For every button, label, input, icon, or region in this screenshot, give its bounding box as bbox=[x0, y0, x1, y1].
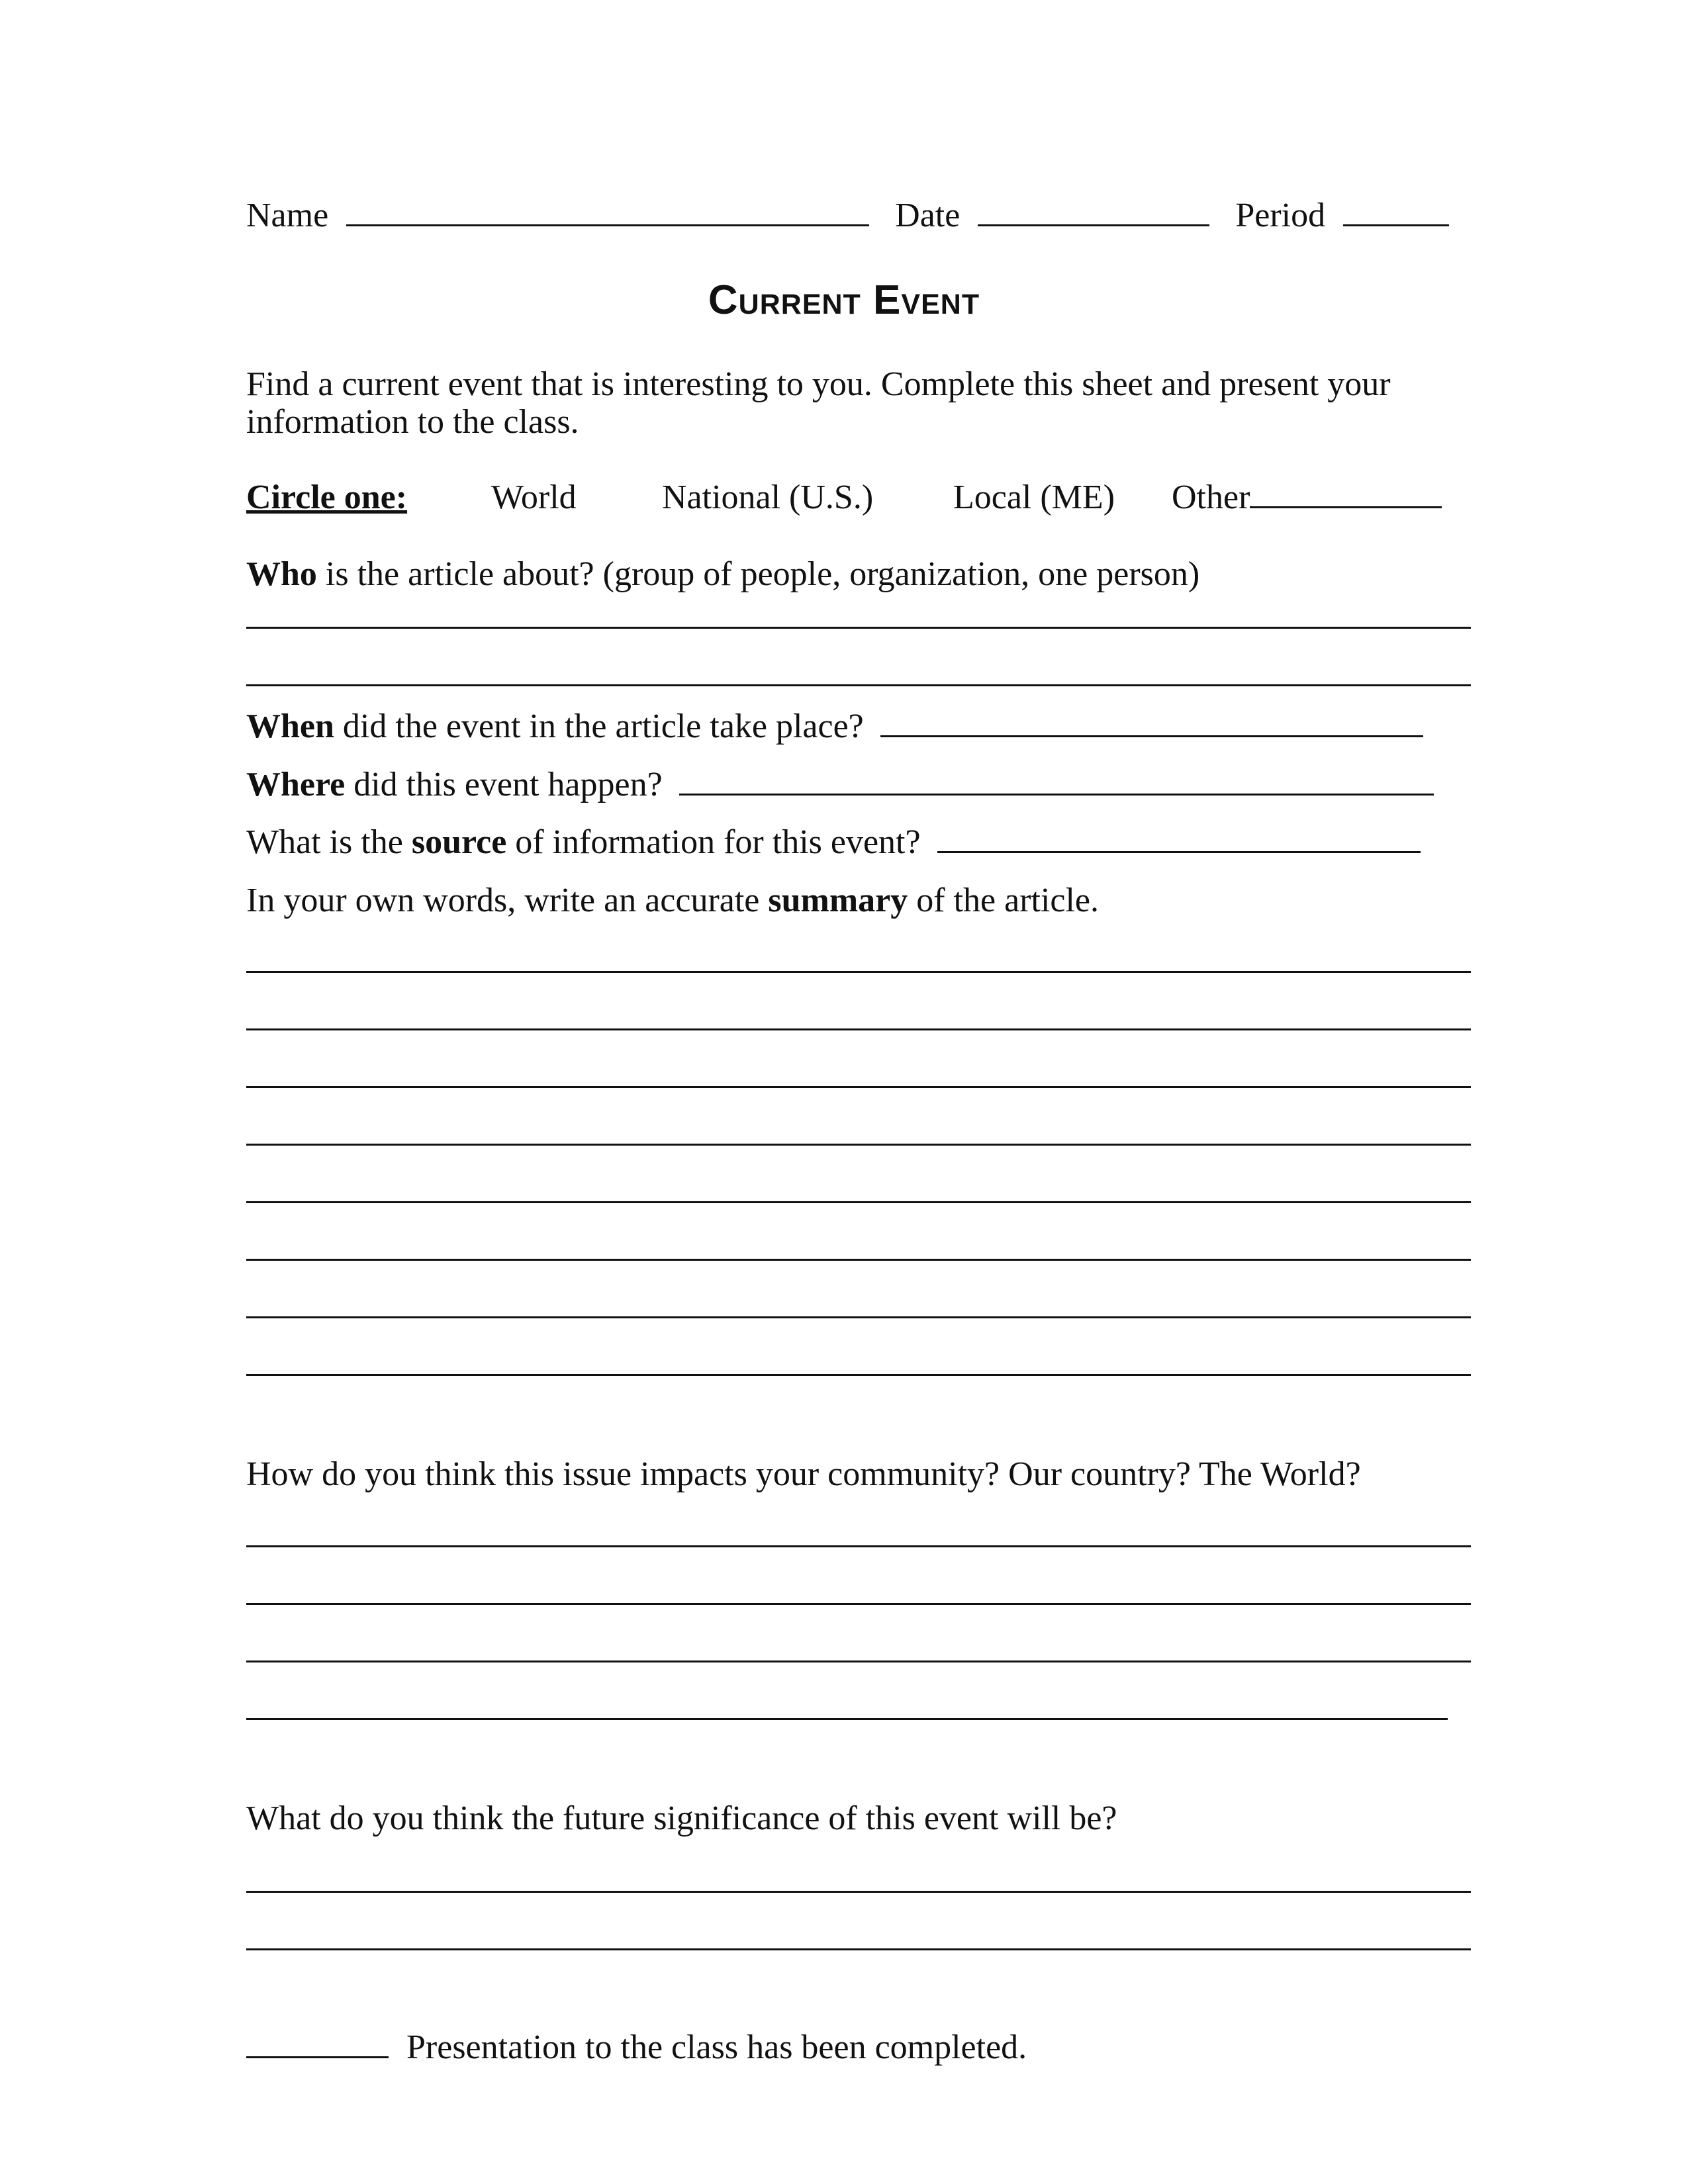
option-other-label: Other bbox=[1172, 478, 1250, 516]
where-bold: Where bbox=[246, 766, 346, 803]
summary-bold: summary bbox=[768, 882, 908, 919]
summary-answer-line-8[interactable] bbox=[246, 1374, 1471, 1376]
source-bold: source bbox=[411, 823, 507, 861]
impact-answer-line-2[interactable] bbox=[246, 1603, 1471, 1605]
summary-answer-line-3[interactable] bbox=[246, 1086, 1471, 1088]
summary-question bbox=[246, 884, 1099, 918]
summary-answer-line-5[interactable] bbox=[246, 1201, 1471, 1203]
summary-answer-line-7[interactable] bbox=[246, 1316, 1471, 1318]
intro-line-2: information to the class. bbox=[246, 403, 579, 441]
summary-answer-line-1[interactable] bbox=[246, 971, 1471, 973]
other-field[interactable] bbox=[1250, 502, 1442, 508]
future-question: What do you think the future significance of this event will be? bbox=[246, 1799, 1117, 1837]
period-label: Period bbox=[1235, 197, 1326, 234]
header-row bbox=[246, 199, 1449, 233]
future-answer-line-1[interactable] bbox=[246, 1891, 1471, 1893]
source-question bbox=[246, 825, 1421, 860]
completion-checkbox-line[interactable] bbox=[246, 2052, 389, 2058]
who-answer-line-2[interactable] bbox=[246, 684, 1471, 686]
when-field[interactable] bbox=[880, 731, 1423, 737]
when-bold: When bbox=[246, 707, 334, 745]
impact-answer-line-4[interactable] bbox=[246, 1718, 1448, 1720]
summary-answer-line-4[interactable] bbox=[246, 1144, 1471, 1146]
where-question bbox=[246, 768, 1434, 802]
who-text: is the article about? (group of people, organization, one person) bbox=[316, 555, 1200, 593]
date-field[interactable] bbox=[978, 220, 1209, 226]
summary-text-post: of the article. bbox=[908, 882, 1100, 919]
name-field[interactable] bbox=[346, 220, 869, 226]
circle-one-row bbox=[246, 480, 1471, 520]
source-text-post: of information for this event? bbox=[506, 823, 921, 861]
future-answer-line-2[interactable] bbox=[246, 1948, 1471, 1950]
impact-answer-line-1[interactable] bbox=[246, 1545, 1471, 1547]
where-field[interactable] bbox=[679, 790, 1434, 796]
summary-answer-line-2[interactable] bbox=[246, 1028, 1471, 1030]
who-answer-line-1[interactable] bbox=[246, 627, 1471, 629]
impact-answer-line-3[interactable] bbox=[246, 1661, 1471, 1662]
name-label: Name bbox=[246, 197, 329, 234]
option-local[interactable]: Local (ME) bbox=[953, 478, 1115, 516]
source-field[interactable] bbox=[937, 847, 1421, 853]
who-question bbox=[246, 557, 1199, 592]
who-bold: Who bbox=[246, 555, 317, 593]
when-question bbox=[246, 709, 1423, 744]
when-text: did the event in the article take place? bbox=[334, 707, 864, 745]
date-label: Date bbox=[895, 197, 961, 234]
period-field[interactable] bbox=[1343, 220, 1449, 226]
circle-one-label: Circle one: bbox=[246, 478, 408, 516]
option-national[interactable]: National (U.S.) bbox=[662, 478, 874, 516]
page-title: Current Event bbox=[708, 277, 980, 323]
intro-line-1: Find a current event that is interesting to you. Complete this sheet and present your bbox=[246, 365, 1391, 403]
impact-question: How do you think this issue impacts your community? Our country? The World? bbox=[246, 1455, 1361, 1493]
summary-answer-line-6[interactable] bbox=[246, 1259, 1471, 1261]
source-text-pre: What is the bbox=[246, 823, 412, 861]
where-text: did this event happen? bbox=[345, 766, 663, 803]
completion-row bbox=[246, 2030, 1027, 2065]
option-other[interactable] bbox=[1172, 480, 1442, 515]
option-world[interactable]: World bbox=[491, 478, 577, 516]
completion-text: Presentation to the class has been completed. bbox=[406, 2028, 1027, 2066]
summary-text-pre: In your own words, write an accurate bbox=[246, 882, 769, 919]
